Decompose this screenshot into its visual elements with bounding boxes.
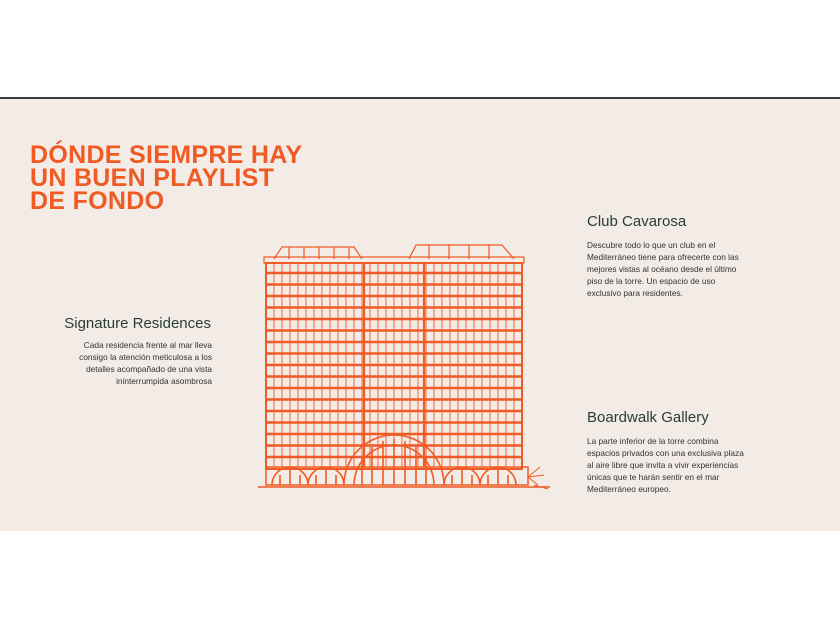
headline-line-2: UN BUEN PLAYLIST bbox=[30, 164, 275, 192]
headline bbox=[30, 141, 303, 215]
description-line: Cada residencia frente al mar lleva bbox=[83, 340, 212, 350]
description-line: espacios privados con una exclusiva plaza bbox=[587, 448, 744, 458]
description-line: al aire libre que invita a vivir experiencias bbox=[587, 460, 739, 470]
description-line: Mediterráneo europeo. bbox=[587, 484, 671, 494]
club-cavarosa-description bbox=[587, 239, 739, 299]
description-line: Descubre todo lo que un club en el bbox=[587, 240, 716, 250]
description-line: detalles acompañado de una vista bbox=[86, 364, 212, 374]
description-line: exclusivo para residentes. bbox=[587, 288, 683, 298]
signature-residences-title: Signature Residences bbox=[64, 315, 211, 332]
description-line: ininterrumpida asombrosa bbox=[116, 376, 212, 386]
description-line: consigo la atención meticulosa a los bbox=[79, 352, 212, 362]
description-line: únicas que te harán sentir en el mar bbox=[587, 472, 720, 482]
palm-foliage-icon bbox=[528, 467, 548, 489]
podium-arches bbox=[272, 435, 516, 485]
signature-residences-description bbox=[79, 339, 212, 387]
club-cavarosa-title: Club Cavarosa bbox=[587, 213, 687, 230]
headline-line-3: DE FONDO bbox=[30, 187, 165, 215]
tower-building-illustration bbox=[244, 239, 554, 494]
content-panel bbox=[0, 97, 840, 531]
headline-line-1: DÓNDE SIEMPRE HAY bbox=[30, 141, 303, 169]
description-line: piso de la torre. Un espacio de uso bbox=[587, 276, 716, 286]
description-line: Mediterráneo tiene para ofrecerte con las bbox=[587, 252, 739, 262]
boardwalk-gallery-title: Boardwalk Gallery bbox=[587, 409, 709, 426]
description-line: La parte inferior de la torre combina bbox=[587, 436, 719, 446]
description-line: mejores vistas al océano desde el último bbox=[587, 264, 737, 274]
boardwalk-gallery-description bbox=[587, 435, 744, 495]
